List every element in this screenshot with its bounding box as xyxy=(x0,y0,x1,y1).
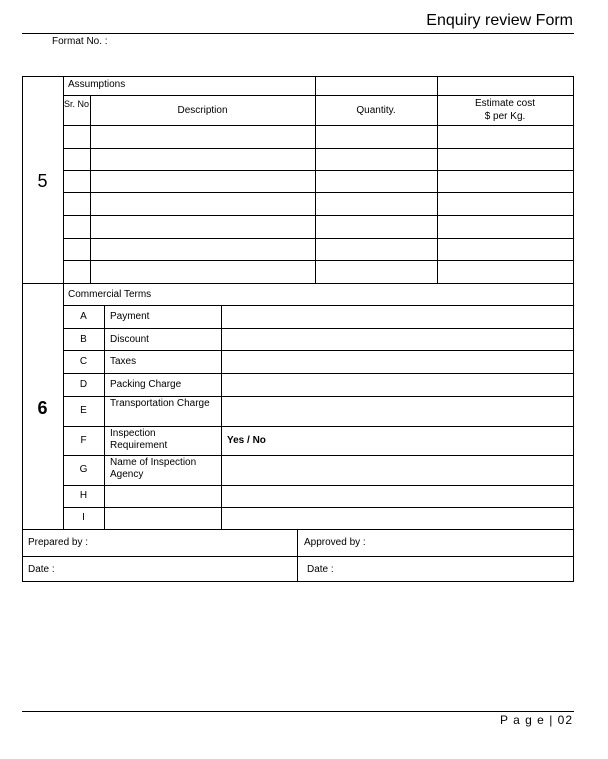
term-label-inspection-requirement: Inspection Requirement xyxy=(110,428,168,451)
term-label-inspection-agency: Name of Inspection Agency xyxy=(110,457,197,480)
form-title: Enquiry review Form xyxy=(426,12,573,29)
term-code: A xyxy=(80,311,87,322)
section-heading-commercial-terms: Commercial Terms xyxy=(68,289,152,300)
column-header-estimate-cost: Estimate cost xyxy=(474,98,536,109)
term-code: I xyxy=(82,512,85,523)
column-header-quantity: Quantity. xyxy=(356,105,396,116)
date-label-prepared: Date : xyxy=(28,564,55,575)
term-label-transportation-charge: Transportation Charge xyxy=(110,398,210,409)
term-label-packing-charge: Packing Charge xyxy=(110,379,182,390)
column-header-description: Description xyxy=(177,105,228,116)
date-label-approved: Date : xyxy=(307,564,334,575)
term-code: D xyxy=(79,379,88,390)
format-number-label: Format No. : xyxy=(52,36,108,47)
approved-by-label: Approved by : xyxy=(304,537,366,548)
section-number-5: 5 xyxy=(37,171,48,191)
header-rule xyxy=(22,33,574,34)
column-header-cost-unit: $ per Kg. xyxy=(484,111,526,122)
term-code: E xyxy=(80,405,87,416)
term-code: C xyxy=(79,356,88,367)
page-number: P a g e | 02 xyxy=(500,713,573,727)
footer-rule xyxy=(22,711,574,712)
section-number-6: 6 xyxy=(37,398,48,418)
term-code: H xyxy=(79,490,88,501)
term-label-payment: Payment xyxy=(110,311,150,322)
term-code: B xyxy=(80,334,87,345)
term-label-discount: Discount xyxy=(110,334,149,345)
section-heading-assumptions: Assumptions xyxy=(68,79,126,90)
term-code: F xyxy=(80,435,87,446)
column-header-sr-no: Sr. No xyxy=(63,99,89,109)
term-label-taxes: Taxes xyxy=(110,356,137,367)
prepared-by-label: Prepared by : xyxy=(28,537,89,548)
term-value-inspection-requirement: Yes / No xyxy=(227,435,266,446)
term-code: G xyxy=(79,464,88,475)
